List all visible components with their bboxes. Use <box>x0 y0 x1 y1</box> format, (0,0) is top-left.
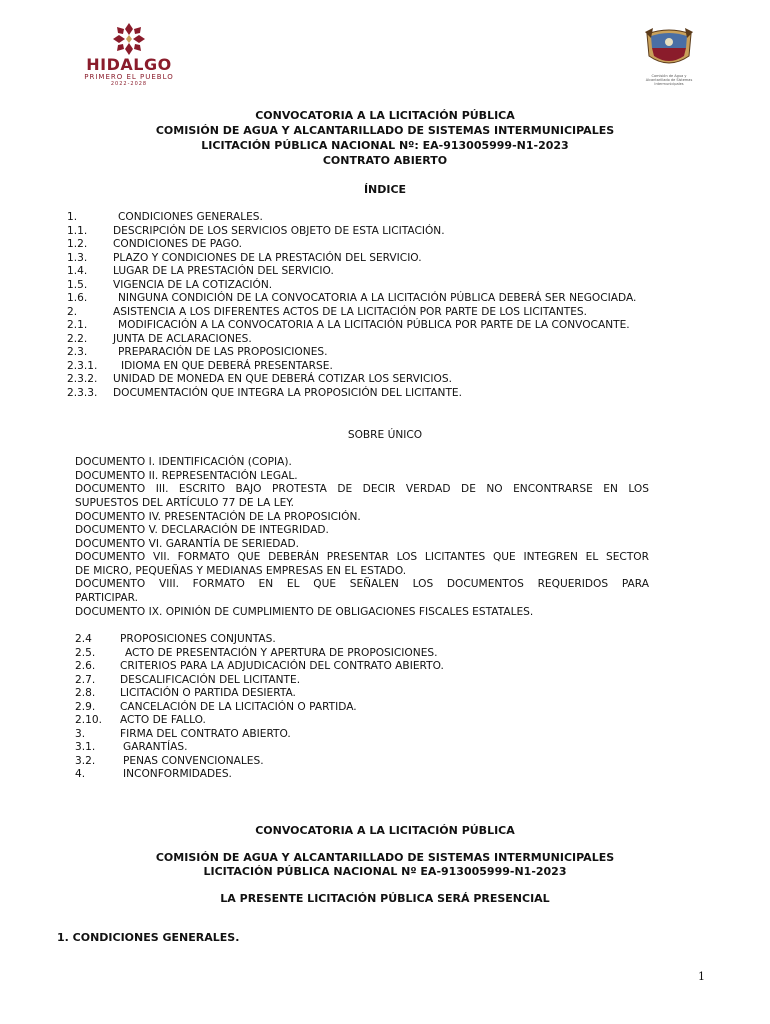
document-item: DOCUMENTO VII. FORMATO QUE DEBERÁN PRESENTAR LOS LICITANTES QUE INTEGREN EL SECTOR <box>75 551 649 563</box>
index-number: 3. <box>75 728 86 740</box>
index-number: 2.10. <box>75 714 102 726</box>
index-number: 1.5. <box>67 279 88 291</box>
second-title-line-2: COMISIÓN DE AGUA Y ALCANTARILLADO DE SISTEMAS INTERMUNICIPALES <box>155 851 615 864</box>
document-item: DE MICRO, PEQUEÑAS Y MEDIANAS EMPRESAS EN EL ESTADO. <box>75 565 407 577</box>
index-item: MODIFICACIÓN A LA CONVOCATORIA A LA LICITACIÓN PÚBLICA POR PARTE DE LA CONVOCANTE. <box>118 319 630 331</box>
second-title-line-3: LICITACIÓN PÚBLICA NACIONAL Nº EA-913005999-N1-2023 <box>203 865 567 878</box>
document-item: DOCUMENTO I. IDENTIFICACIÓN (COPIA). <box>75 456 292 468</box>
index-item: CONDICIONES DE PAGO. <box>113 238 242 250</box>
second-title-line-1: CONVOCATORIA A LA LICITACIÓN PÚBLICA <box>255 824 515 837</box>
index-item: LUGAR DE LA PRESTACIÓN DEL SERVICIO. <box>113 265 334 277</box>
index-number: 2.2. <box>67 333 88 345</box>
index-number: 3.1. <box>75 741 96 753</box>
title-line-4: CONTRATO ABIERTO <box>322 154 448 167</box>
index-number: 2.3.2. <box>67 373 98 385</box>
index-item: JUNTA DE ACLARACIONES. <box>113 333 252 345</box>
index-number: 1.4. <box>67 265 88 277</box>
document-item: DOCUMENTO IX. OPINIÓN DE CUMPLIMIENTO DE OBLIGACIONES FISCALES ESTATALES. <box>75 606 534 618</box>
index-number: 1.6. <box>67 292 88 304</box>
logo-wordmark: HIDALGO <box>86 55 172 74</box>
index-number: 2.3.3. <box>67 387 98 399</box>
title-line-1: CONVOCATORIA A LA LICITACIÓN PÚBLICA <box>255 109 515 122</box>
index-item: PENAS CONVENCIONALES. <box>123 755 264 767</box>
sobre-heading: SOBRE ÚNICO <box>347 429 423 441</box>
index-number: 1.2. <box>67 238 88 250</box>
index-number: 1.1. <box>67 225 88 237</box>
index-item: GARANTÍAS. <box>123 741 188 753</box>
index-item: PLAZO Y CONDICIONES DE LA PRESTACIÓN DEL SERVICIO. <box>113 252 422 264</box>
index-item: CANCELACIÓN DE LA LICITACIÓN O PARTIDA. <box>120 701 357 713</box>
page-number: 1 <box>698 970 705 983</box>
document-item: DOCUMENTO II. REPRESENTACIÓN LEGAL. <box>75 470 298 482</box>
index-number: 2.1. <box>67 319 88 331</box>
logo-years: 2022-2028 <box>110 81 148 87</box>
index-item: LICITACIÓN O PARTIDA DESIERTA. <box>120 687 296 699</box>
index-number: 1. <box>67 211 78 223</box>
index-number: 2. <box>67 306 78 318</box>
index-heading: ÍNDICE <box>363 183 407 196</box>
section-heading: 1. CONDICIONES GENERALES. <box>57 931 240 944</box>
logo-tagline: PRIMERO EL PUEBLO <box>84 73 174 81</box>
document-item: DOCUMENTO VIII. FORMATO EN EL QUE SEÑALEN LOS DOCUMENTOS REQUERIDOS PARA <box>75 578 649 590</box>
hidalgo-logo <box>74 22 184 88</box>
index-number: 2.4 <box>75 633 92 645</box>
document-item: DOCUMENTO IV. PRESENTACIÓN DE LA PROPOSICIÓN. <box>75 511 361 523</box>
title-line-3: LICITACIÓN PÚBLICA NACIONAL Nº: EA-913005999-N1-2023 <box>201 139 569 152</box>
index-item: ACTO DE FALLO. <box>120 714 206 726</box>
index-number: 2.5. <box>75 647 96 659</box>
index-item: ACTO DE PRESENTACIÓN Y APERTURA DE PROPOSICIONES. <box>125 647 438 659</box>
index-number: 4. <box>75 768 86 780</box>
index-item: FIRMA DEL CONTRATO ABIERTO. <box>120 728 291 740</box>
index-number: 2.7. <box>75 674 96 686</box>
flower-emblem-icon <box>111 22 147 56</box>
caasim-crest <box>640 26 698 92</box>
index-number: 3.2. <box>75 755 96 767</box>
index-number: 2.9. <box>75 701 96 713</box>
index-item: DOCUMENTACIÓN QUE INTEGRA LA PROPOSICIÓN DEL LICITANTE. <box>113 387 462 399</box>
index-item: CONDICIONES GENERALES. <box>118 211 263 223</box>
index-number: 2.3. <box>67 346 88 358</box>
index-item: UNIDAD DE MONEDA EN QUE DEBERÁ COTIZAR LOS SERVICIOS. <box>113 373 452 385</box>
index-item: IDIOMA EN QUE DEBERÁ PRESENTARSE. <box>121 360 333 372</box>
index-item: VIGENCIA DE LA COTIZACIÓN. <box>113 279 273 291</box>
index-item: PREPARACIÓN DE LAS PROPOSICIONES. <box>118 346 328 358</box>
document-item: DOCUMENTO III. ESCRITO BAJO PROTESTA DE DECIR VERDAD DE NO ENCONTRARSE EN LOS <box>75 483 649 495</box>
index-number: 1.3. <box>67 252 88 264</box>
index-number: 2.8. <box>75 687 96 699</box>
index-item: ASISTENCIA A LOS DIFERENTES ACTOS DE LA LICITACIÓN POR PARTE DE LOS LICITANTES. <box>113 306 587 318</box>
document-item: PARTICIPAR. <box>75 592 138 604</box>
title-line-2: COMISIÓN DE AGUA Y ALCANTARILLADO DE SISTEMAS INTERMUNICIPALES <box>155 124 615 137</box>
presential-notice: LA PRESENTE LICITACIÓN PÚBLICA SERÁ PRESENCIAL <box>220 892 550 905</box>
index-item: INCONFORMIDADES. <box>123 768 232 780</box>
index-item: PROPOSICIONES CONJUNTAS. <box>120 633 276 645</box>
index-item: NINGUNA CONDICIÓN DE LA CONVOCATORIA A LA LICITACIÓN PÚBLICA DEBERÁ SER NEGOCIADA. <box>118 292 637 304</box>
document-item: DOCUMENTO VI. GARANTÍA DE SERIEDAD. <box>75 538 300 550</box>
document-item: DOCUMENTO V. DECLARACIÓN DE INTEGRIDAD. <box>75 524 329 536</box>
index-item: DESCRIPCIÓN DE LOS SERVICIOS OBJETO DE ESTA LICITACIÓN. <box>113 225 445 237</box>
index-item: CRITERIOS PARA LA ADJUDICACIÓN DEL CONTRATO ABIERTO. <box>120 660 444 672</box>
document-item: SUPUESTOS DEL ARTÍCULO 77 DE LA LEY. <box>75 497 294 509</box>
index-number: 2.3.1. <box>67 360 98 372</box>
index-number: 2.6. <box>75 660 96 672</box>
crest-caption: Comisión de Agua y Alcantarillado de Sistemas Intermunicipales <box>645 74 693 86</box>
index-item: DESCALIFICACIÓN DEL LICITANTE. <box>120 674 301 686</box>
crest-shield-icon <box>643 26 695 70</box>
